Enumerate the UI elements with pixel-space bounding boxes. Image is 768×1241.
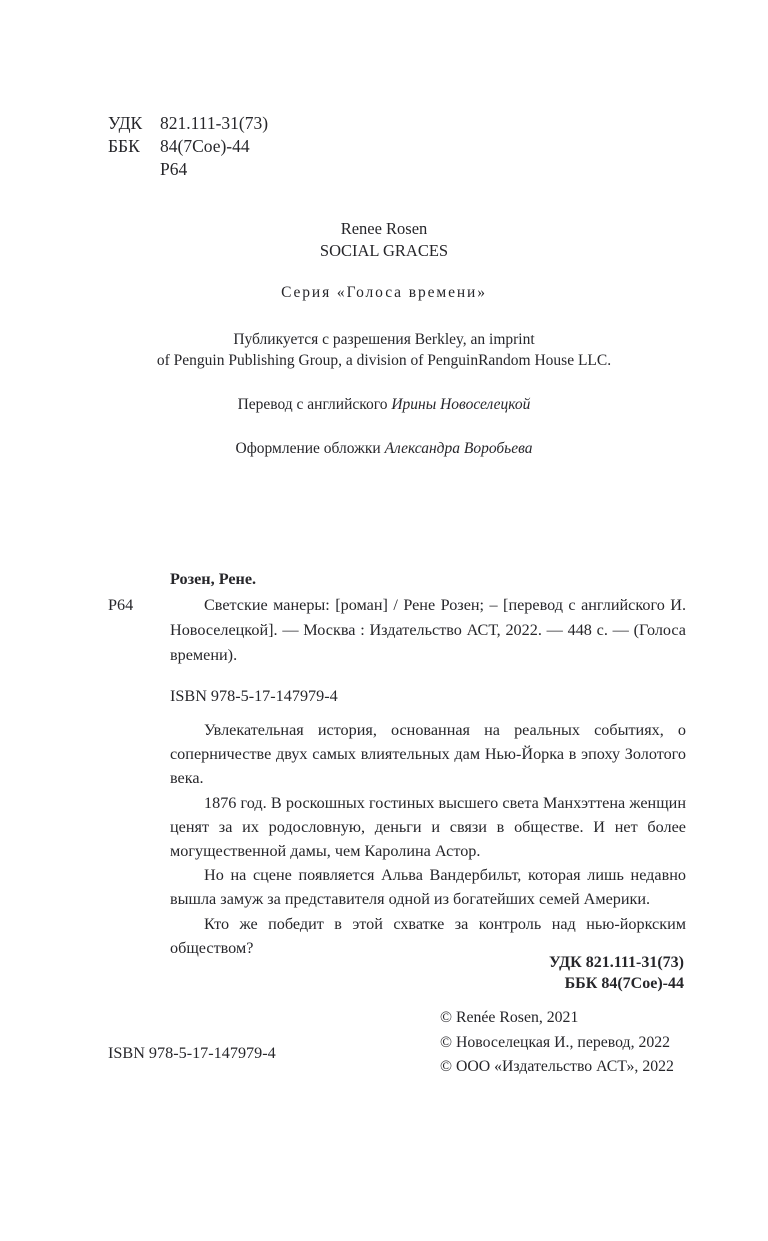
series-name: Серия «Голоса времени» [281, 284, 487, 301]
translation-label: Перевод с английского [237, 396, 392, 413]
annotation-block [170, 718, 686, 960]
annotation-paragraph: 1876 год. В роскошных гостиных высшего света Манхэттена женщин ценят за их родословную, деньги и связи в обществе. И нет более могущественной дамы, чем Каролина Астор. [170, 793, 686, 861]
shelf-mark-row [108, 158, 268, 181]
permission-line-2: of Penguin Publishing Group, a division of PenguinRandom House LLC. [156, 352, 612, 369]
cip-description: Светские манеры: [роман] / Рене Розен; – [перевод с английского И. Новоселецкой]. — Москва : Издательство АСТ, 2022. — 448 с. — (Голоса времени). [170, 596, 686, 664]
udk-label: УДК [108, 113, 143, 133]
isbn-bottom: ISBN 978-5-17-147979-4 [108, 1044, 276, 1062]
copyright-block [440, 1006, 674, 1080]
permission-line-1: Публикуется с разрешения Berkley, an imprint [233, 331, 535, 348]
copyright-line: © ООО «Издательство АСТ», 2022 [440, 1058, 674, 1075]
copyright-line: © Новоселецкая И., перевод, 2022 [440, 1033, 671, 1051]
bbk-value-bottom: ББК 84(7Сое)-44 [564, 975, 684, 992]
shelf-mark-value: Р64 [160, 159, 188, 179]
cover-design-credit [0, 438, 768, 459]
bbk-value: 84(7Сое)-44 [160, 136, 250, 156]
cip-block [108, 568, 686, 960]
translation-credit [0, 394, 768, 415]
cip-author-heading: Розен, Рене. [170, 570, 257, 588]
udk-row [108, 112, 268, 135]
udk-value: 821.111-31(73) [160, 113, 269, 133]
original-author: Renee Rosen [340, 219, 428, 238]
isbn-cip: ISBN 978-5-17-147979-4 [170, 687, 338, 705]
translator-name: Ирины Новоселецкой [391, 396, 531, 413]
annotation-paragraph: Кто же победит в этой схватке за контроль над нью-йоркским обществом? [170, 914, 686, 957]
cip-description-row [108, 593, 686, 668]
original-title: SOCIAL GRACES [319, 241, 449, 260]
classification-codes-top [108, 112, 268, 181]
cip-shelf-mark: Р64 [108, 596, 134, 614]
annotation-paragraph: Но на сцене появляется Альва Вандербильт, которая лишь недавно вышла замуж за представителя одной из богатейших семей Америки. [170, 866, 686, 909]
publication-permission [0, 329, 768, 371]
annotation-paragraph: Увлекательная история, основанная на реальных событиях, о соперничестве двух самых влиятельных дам Нью-Йорка в эпоху Золотого века. [170, 721, 686, 788]
cover-designer-name: Александра Воробьева [384, 440, 533, 457]
cover-design-label: Оформление обложки [235, 440, 385, 457]
title-credits-block [0, 218, 768, 459]
copyright-line: © Renée Rosen, 2021 [440, 1009, 579, 1026]
bbk-label: ББК [108, 136, 140, 156]
classification-codes-bottom [549, 952, 684, 994]
bbk-row [108, 135, 268, 158]
udk-value-bottom: УДК 821.111-31(73) [549, 954, 684, 971]
